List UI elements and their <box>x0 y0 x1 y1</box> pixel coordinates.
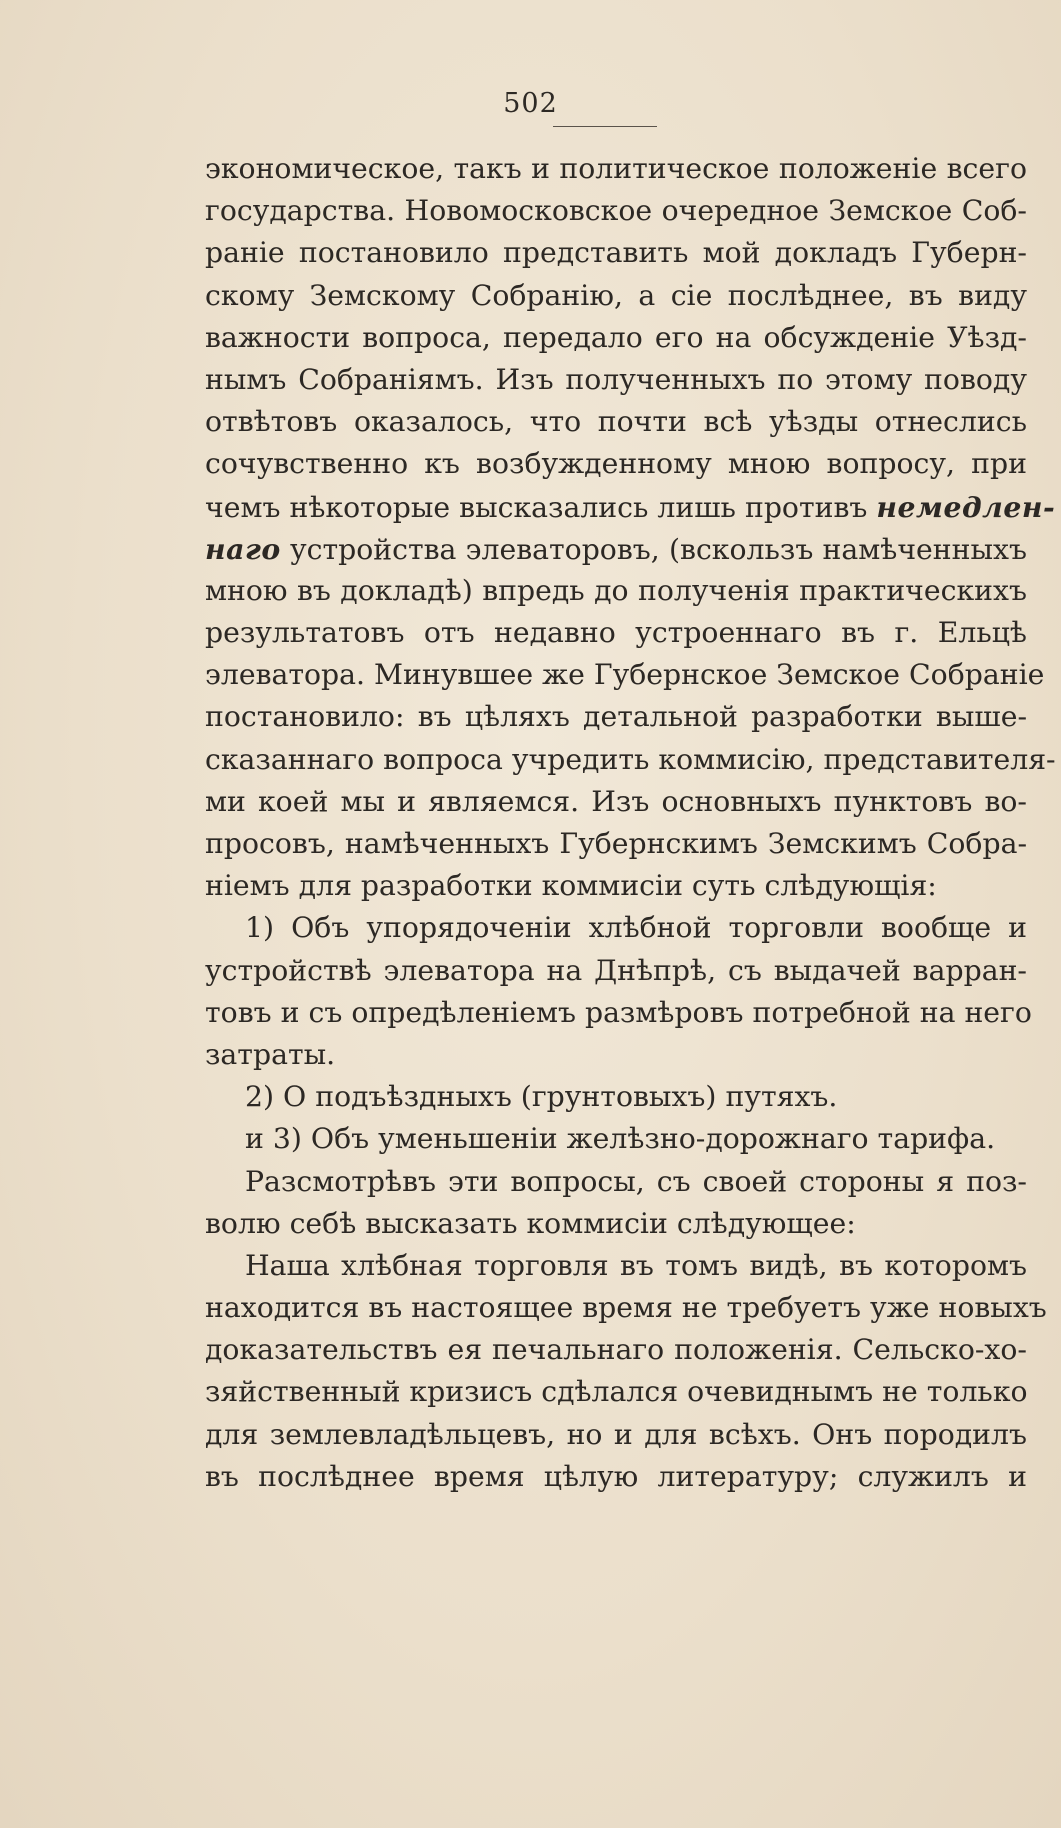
text-line: раніе постановило представить мой докладъ Губерн- <box>205 236 1027 270</box>
text-span: устройства элеваторовъ, (вскользъ намѣченныхъ <box>280 532 1027 566</box>
emphasized-word: наго <box>205 531 281 566</box>
text-line: государства. Новомосковское очередное Земское Соб- <box>205 194 1027 228</box>
text-line: волю себѣ высказать коммисіи слѣдующее: <box>205 1206 856 1240</box>
text-line: находится въ настоящее время не требуетъ уже новыхъ <box>205 1291 1047 1325</box>
text-line: элеватора. Минувшее же Губернское Земское Собраніе <box>205 658 1045 692</box>
text-line: экономическое, такъ и политическое положеніе всего <box>205 152 1027 185</box>
text-line: просовъ, намѣченныхъ Губернскимъ Земскимъ Собра- <box>205 827 1027 860</box>
text-line: устройствѣ элеватора на Днѣпрѣ, съ выдачей варран- <box>205 953 1027 987</box>
text-line <box>205 486 1056 528</box>
body-text <box>205 148 1056 1498</box>
list-item-1: 1) Объ упорядоченіи хлѣбной торговли вообще и <box>245 911 1027 945</box>
text-line <box>205 528 1027 570</box>
text-line: затраты. <box>205 1037 336 1071</box>
list-item-2: 2) О подъѣздныхъ (грунтовыхъ) путяхъ. <box>245 1080 838 1114</box>
text-line: мною въ докладѣ) впредь до полученія практическихъ <box>205 573 1027 607</box>
text-line: ніемъ для разработки коммисіи суть слѣдующія: <box>205 869 937 903</box>
text-line: отвѣтовъ оказалось, что почти всѣ уѣзды отнеслись <box>205 405 1027 439</box>
text-line: важности вопроса, передало его на обсужденіе Уѣзд- <box>205 320 1027 354</box>
text-span: чемъ нѣкоторые высказались лишь противъ <box>205 490 877 524</box>
paragraph-start: Разсмотрѣвъ эти вопросы, съ своей стороны я поз- <box>245 1164 1027 1198</box>
paragraph-start: Наша хлѣбная торговля въ томъ видѣ, въ которомъ <box>245 1248 1027 1282</box>
text-line: для землевладѣльцевъ, но и для всѣхъ. Онъ породилъ <box>205 1417 1027 1451</box>
text-line: сказаннаго вопроса учредить коммисію, представителя- <box>205 742 1056 776</box>
page-number: 502 <box>503 88 558 119</box>
text-line: товъ и съ опредѣленіемъ размѣровъ потребной на него <box>205 995 1032 1029</box>
text-line: сочувственно къ возбужденному мною вопросу, при <box>205 447 1027 481</box>
text-line: постановило: въ цѣляхъ детальной разработки выше- <box>205 700 1027 734</box>
text-line: доказательствъ ея печальнаго положенія. Сельско-хо- <box>205 1333 1027 1367</box>
text-line: ми коей мы и являемся. Изъ основныхъ пунктовъ во- <box>205 784 1027 818</box>
text-line: зяйственный кризисъ сдѣлался очевиднымъ не только <box>205 1375 1028 1409</box>
emphasized-word: немедлен- <box>876 489 1056 524</box>
text-line: въ послѣднее время цѣлую литературу; служилъ и <box>205 1459 1027 1493</box>
text-line: нымъ Собраніямъ. Изъ полученныхъ по этому поводу <box>205 362 1027 396</box>
text-line: скому Земскому Собранію, а сіе послѣднее, въ виду <box>205 278 1027 312</box>
text-line: результатовъ отъ недавно устроеннаго въ г. Ельцѣ <box>205 616 1027 650</box>
list-item-3: и 3) Объ уменьшеніи желѣзно-дорожнаго тарифа. <box>245 1122 996 1156</box>
page-number-rule <box>553 126 657 127</box>
